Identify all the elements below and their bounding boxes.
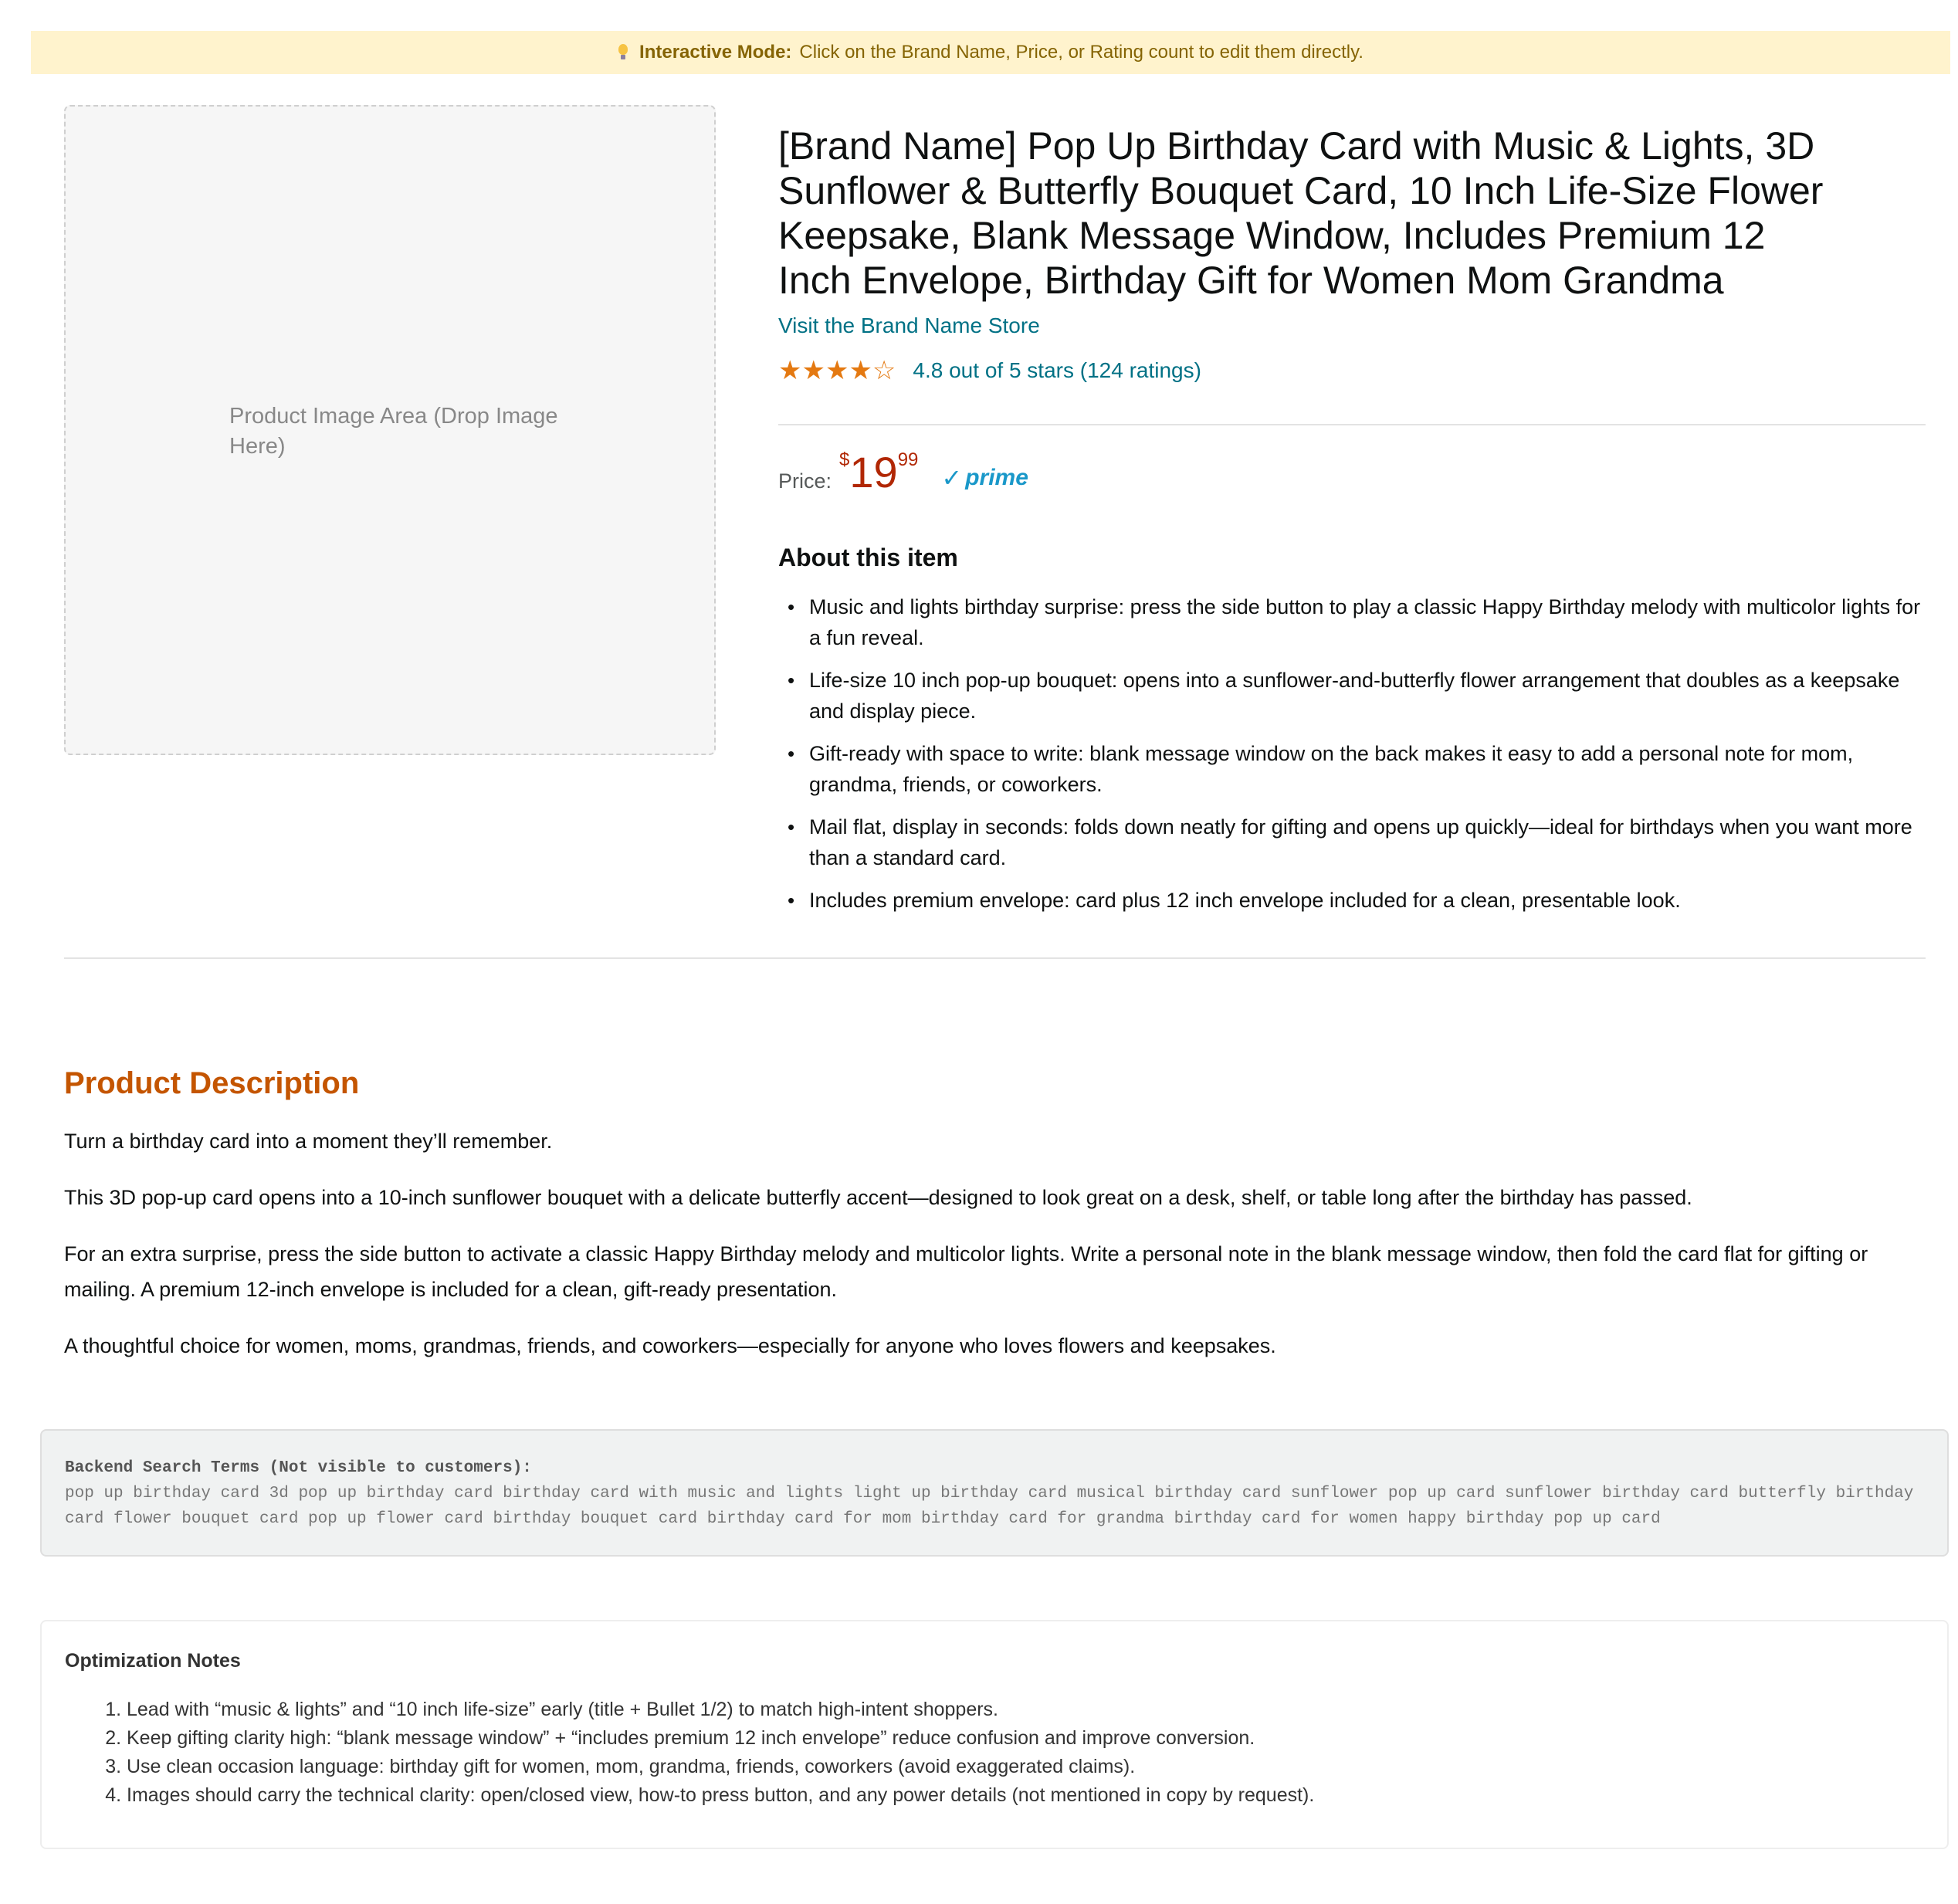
description-paragraph: This 3D pop-up card opens into a 10-inch sunflower bouquet with a delicate butterfly accent—designed to look great on a desk, shelf, or table long after the birthday has passed. — [64, 1186, 1692, 1209]
price-value[interactable] — [839, 446, 918, 496]
prime-label: prime — [965, 465, 1028, 490]
feature-bullet: • Includes premium envelope: card plus 12 inch envelope included for a clean, presentable look. — [809, 885, 1926, 916]
image-placeholder-text: Product Image Area (Drop Image Here) — [229, 404, 558, 459]
interactive-mode-banner — [31, 31, 1950, 74]
price-fraction: 99 — [897, 449, 919, 470]
banner-text: Click on the Brand Name, Price, or Rating count to edit them directly. — [799, 42, 1363, 63]
feature-bullet: • Life-size 10 inch pop-up bouquet: opens into a sunflower-and-butterfly flower arrangement that doubles as a keepsake and display piece. — [809, 665, 1926, 727]
note-item: 3. Use clean occasion language: birthday gift for women, mom, grandma, friends, coworkers (avoid exaggerated claims). — [127, 1753, 1924, 1781]
star-rating-icon — [778, 355, 896, 386]
lightbulb-icon — [618, 44, 628, 61]
optimization-notes — [40, 1620, 1949, 1849]
description-paragraph: A thoughtful choice for women, moms, grandmas, friends, and coworkers—especially for anyone who loves flowers and keepsakes. — [64, 1334, 1276, 1357]
description-heading: Product Description — [64, 1066, 360, 1100]
notes-list — [65, 1696, 1924, 1810]
section-divider — [64, 957, 1926, 959]
search-terms-label: Backend Search Terms (Not visible to customers): — [65, 1459, 532, 1477]
prime-badge — [941, 463, 1028, 493]
rating-row — [778, 355, 1926, 386]
about-heading: About this item — [778, 544, 958, 571]
divider — [778, 424, 1926, 425]
description-paragraph: Turn a birthday card into a moment they’ll remember. — [64, 1130, 553, 1153]
checkmark-icon: ✓ — [941, 464, 963, 492]
price-whole: 19 — [849, 448, 898, 496]
product-image-dropzone[interactable] — [64, 105, 716, 755]
backend-search-terms — [40, 1429, 1949, 1557]
notes-heading: Optimization Notes — [65, 1650, 241, 1672]
feature-bullet: • Mail flat, display in seconds: folds down neatly for gifting and opens up quickly—ideal for birthdays when you want more than a standard card. — [809, 811, 1926, 873]
note-item: 1. Lead with “music & lights” and “10 inch life-size” early (title + Bullet 1/2) to match high-intent shoppers. — [127, 1696, 1924, 1724]
note-item: 4. Images should carry the technical clarity: open/closed view, how-to press button, and any power details (not mentioned in copy by request). — [127, 1781, 1924, 1810]
feature-bullet: • Gift-ready with space to write: blank message window on the back makes it easy to add a personal note for mom, grandma, friends, or coworkers. — [809, 738, 1926, 800]
empty-star-icon: ☆ — [872, 356, 896, 385]
search-terms-text: pop up birthday card 3d pop up birthday card birthday card with music and lights light up birthday card musical birthday card sunflower pop up card sunflower birthday card butterfly birthday card flower bouquet card pop up flower card birthday bouquet card birthday card for mom birthday card for grandma birthday card for women happy birthday pop up card — [65, 1485, 1914, 1528]
feature-bullet: • Music and lights birthday surprise: press the side button to play a classic Happy Birthday melody with multicolor lights for a fun reveal. — [809, 591, 1926, 653]
about-this-item — [778, 540, 1926, 927]
price-row — [778, 446, 1028, 500]
product-description — [64, 1062, 1933, 1384]
price-label: Price: — [778, 469, 832, 493]
product-info — [778, 124, 1926, 386]
price-currency: $ — [839, 449, 850, 470]
rating-count[interactable]: 4.8 out of 5 stars (124 ratings) — [913, 358, 1201, 382]
filled-stars-icon: ★★★★ — [778, 356, 872, 385]
note-item: 2. Keep gifting clarity high: “blank message window” + “includes premium 12 inch envelope” reduce confusion and improve conversion. — [127, 1724, 1924, 1753]
feature-bullets — [778, 591, 1926, 916]
store-link[interactable]: Visit the Brand Name Store — [778, 313, 1040, 337]
banner-label: Interactive Mode: — [639, 42, 792, 63]
product-title[interactable]: [Brand Name] Pop Up Birthday Card with Music & Lights, 3D Sunflower & Butterfly Bouquet Card, 10 Inch Life-Size Flower Keepsake, Blank Message Window, Includes Premium 12 Inch Envelope, Birthday Gift for Women Mom Grandma — [778, 124, 1824, 302]
description-paragraph: For an extra surprise, press the side button to activate a classic Happy Birthday melody and multicolor lights. Write a personal note in the blank message window, then fold the card flat for gifting or mailing. A premium 12-inch envelope is included for a clean, gift-ready presentation. — [64, 1242, 1868, 1301]
